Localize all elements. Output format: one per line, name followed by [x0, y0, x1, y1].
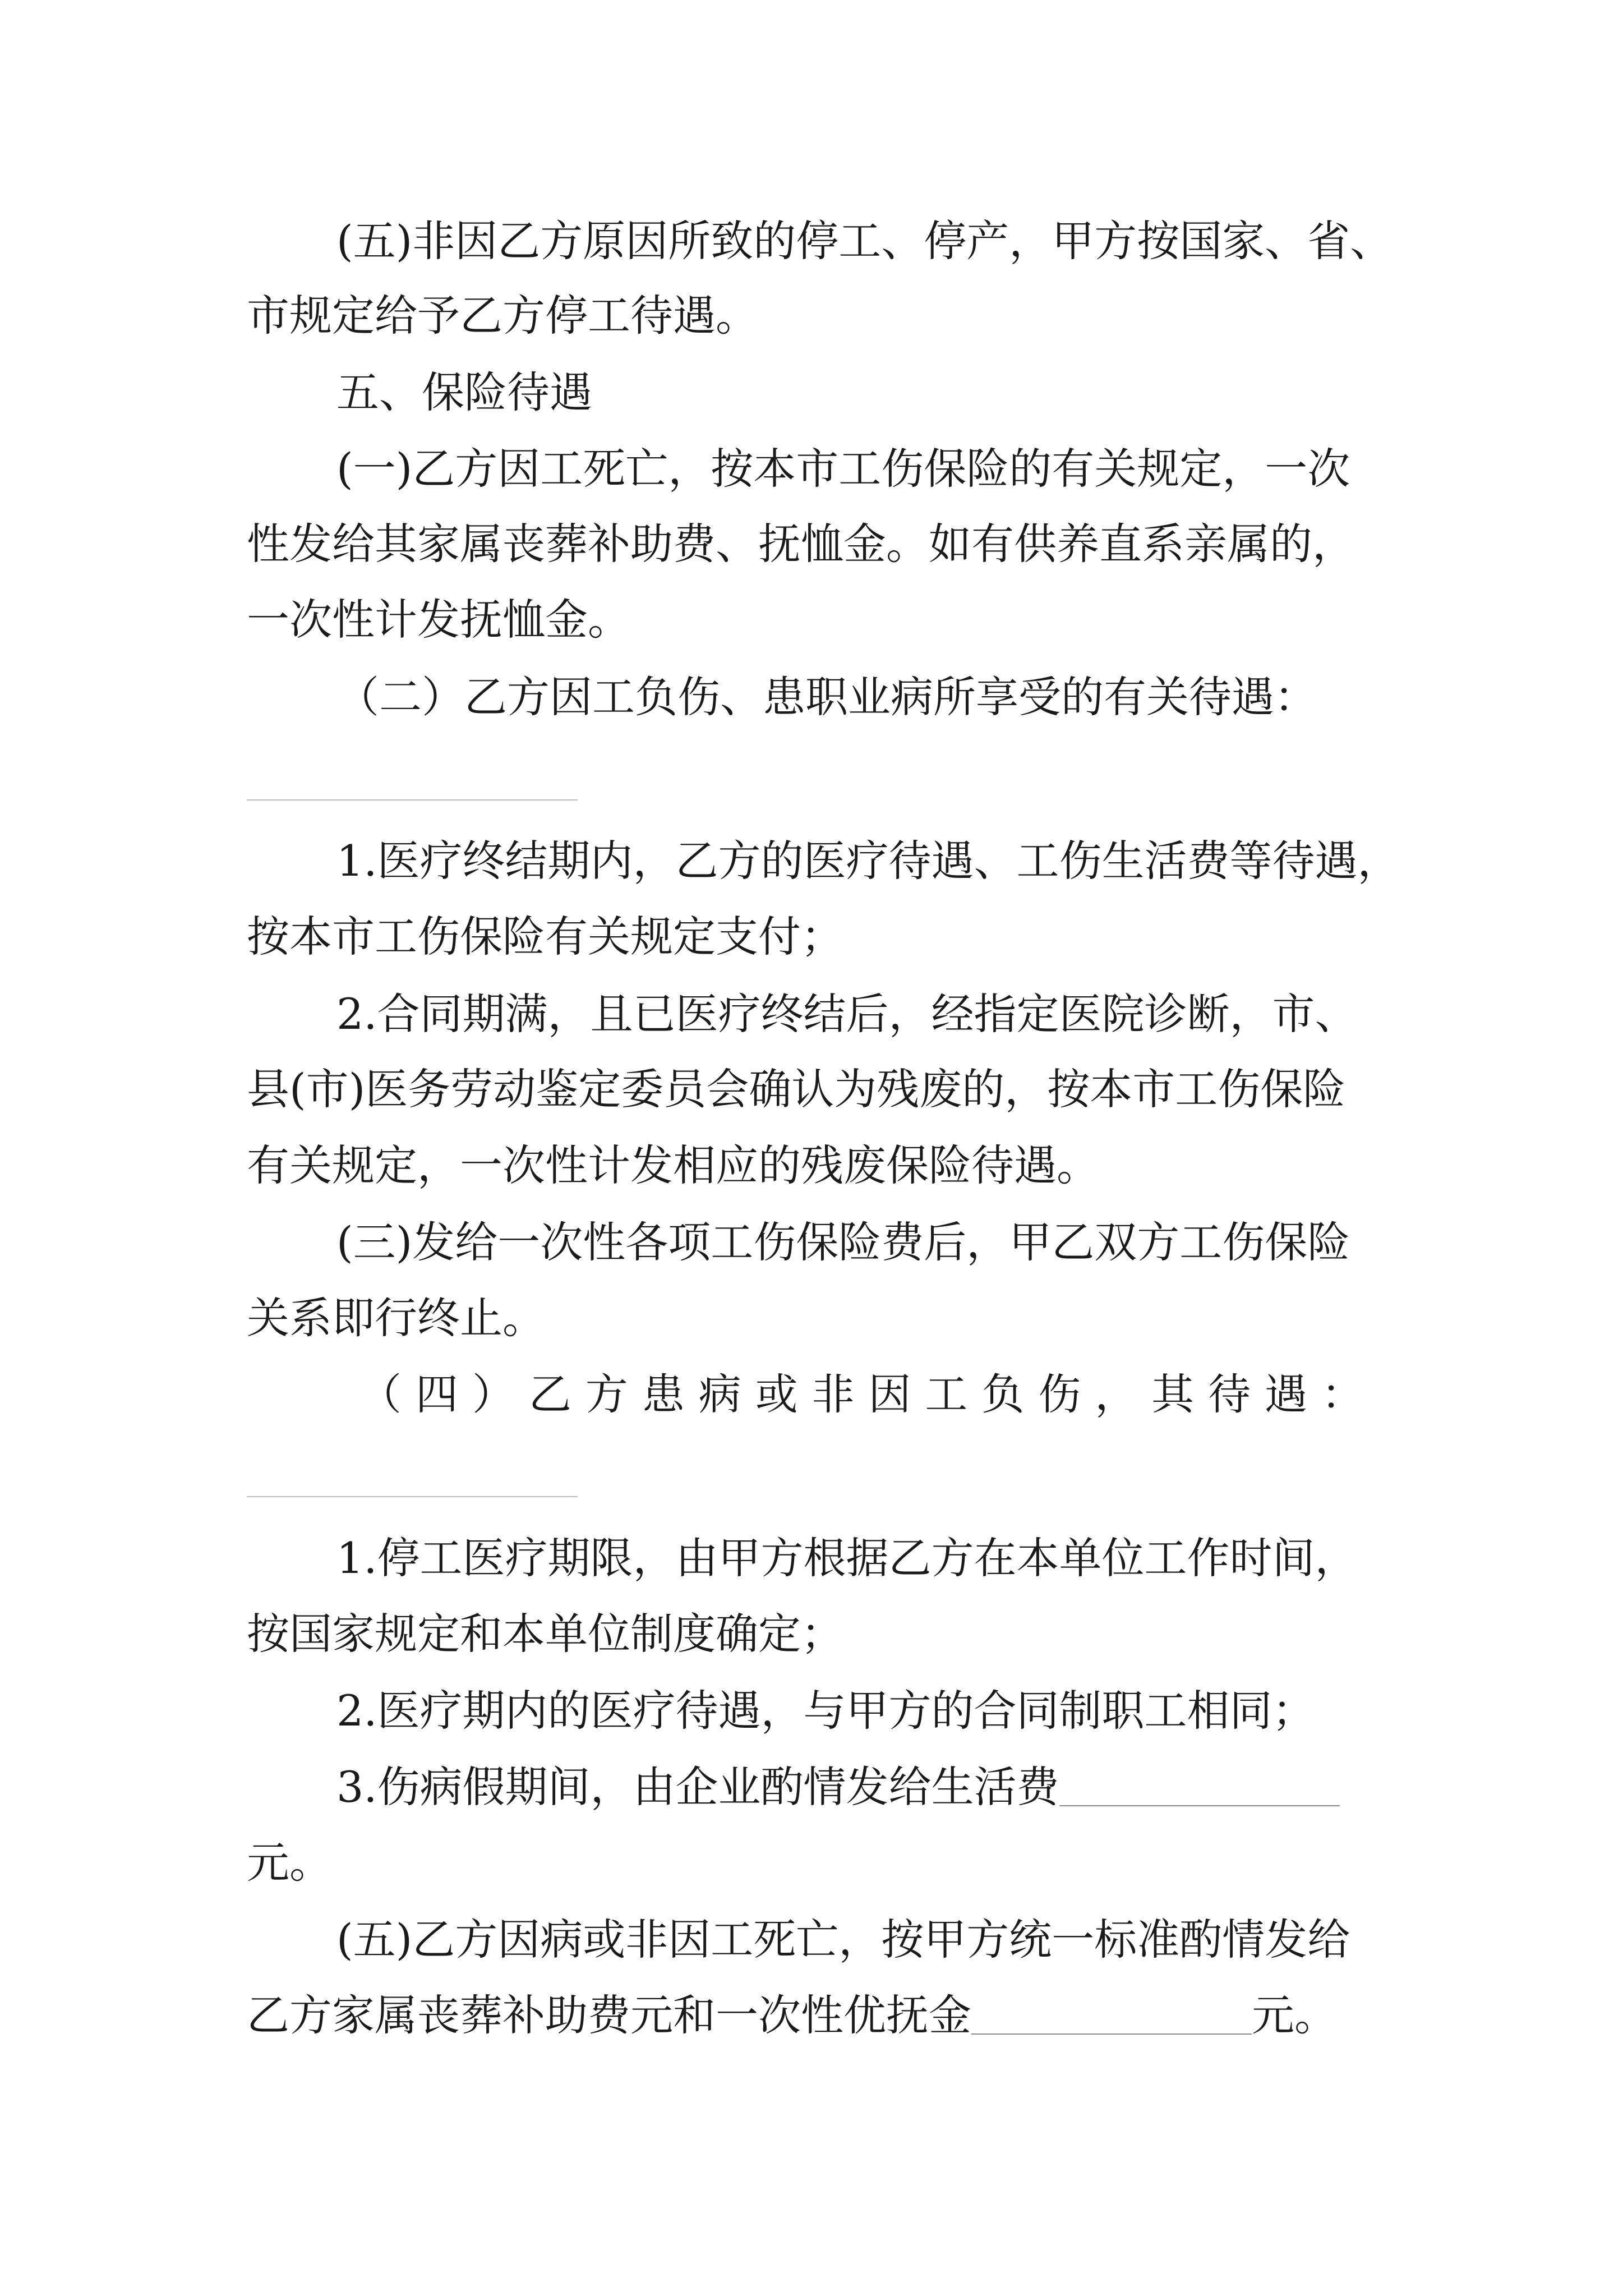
paragraph-item1-line3: 一次性计发抚恤金。	[247, 595, 630, 645]
paragraph-item4-sub2-line1: 2.医疗期内的医疗待遇，与甲方的合同制职工相同；	[336, 1686, 1315, 1736]
divider-rule	[247, 1496, 578, 1497]
paragraph-item3-line1: (三)发给一次性各项工伤保险费后，甲乙双方工伤保险	[336, 1217, 1350, 1267]
paragraph-item5-line2	[247, 1990, 1337, 2040]
paragraph-item4-sub1-line2: 按国家规定和本单位制度确定；	[247, 1609, 843, 1659]
paragraph-item2-sub1-line1: 1.医疗终结期内，乙方的医疗待遇、工伤生活费等待遇，	[336, 836, 1400, 886]
paragraph-item4-sub3-text: 3.伤病假期间，由企业酌情发给生活费	[336, 1762, 1059, 1812]
paragraph-item2-sub2-line1: 2.合同期满，且已医疗终结后，经指定医院诊断，市、	[336, 989, 1358, 1039]
paragraph-item5-text-a: 乙方家属丧葬补助费元和一次性优抚金	[247, 1990, 971, 2040]
fill-in-blank[interactable]	[971, 1994, 1252, 2035]
paragraph-item1-line2: 性发给其家属丧葬补助费、抚恤金。如有供养直系亲属的，	[247, 519, 1355, 569]
paragraph-item5-text-b: 元。	[1252, 1990, 1337, 2040]
fill-in-blank[interactable]	[1059, 1766, 1340, 1806]
paragraph-item2-sub1-line2: 按本市工伤保险有关规定支付；	[247, 912, 843, 961]
divider-rule	[247, 799, 578, 800]
section-heading: 五、保险待遇	[336, 367, 592, 417]
paragraph-item4-sub3-line1	[336, 1762, 1340, 1812]
paragraph-item4-sub1-line1: 1.停工医疗期限，由甲方根据乙方在本单位工作时间，	[336, 1533, 1358, 1583]
paragraph-item2-line1: （二）乙方因工负伤、患职业病所享受的有关待遇：	[336, 672, 1317, 722]
paragraph-item5-line1: (五)乙方因病或非因工死亡，按甲方统一标准酌情发给	[336, 1915, 1350, 1964]
paragraph-item4-sub3-line2: 元。	[247, 1838, 332, 1888]
paragraph-item3-line2: 关系即行终止。	[247, 1293, 545, 1343]
paragraph-item2-sub2-line3: 有关规定，一次性计发相应的残废保险待遇。	[247, 1140, 1099, 1190]
paragraph-s4-item5-line1: (五)非因乙方原因所致的停工、停产，甲方按国家、省、	[336, 216, 1393, 266]
paragraph-item1-line1: (一)乙方因工死亡，按本市工伤保险的有关规定，一次	[336, 444, 1350, 494]
paragraph-s4-item5-line2: 市规定给予乙方停工待遇。	[247, 291, 758, 341]
paragraph-item4-line1: （四）乙方患病或非因工负伤，其待遇：	[359, 1369, 1374, 1419]
paragraph-item2-sub2-line2: 县(市)医务劳动鉴定委员会确认为残废的，按本市工伤保险	[247, 1064, 1346, 1114]
